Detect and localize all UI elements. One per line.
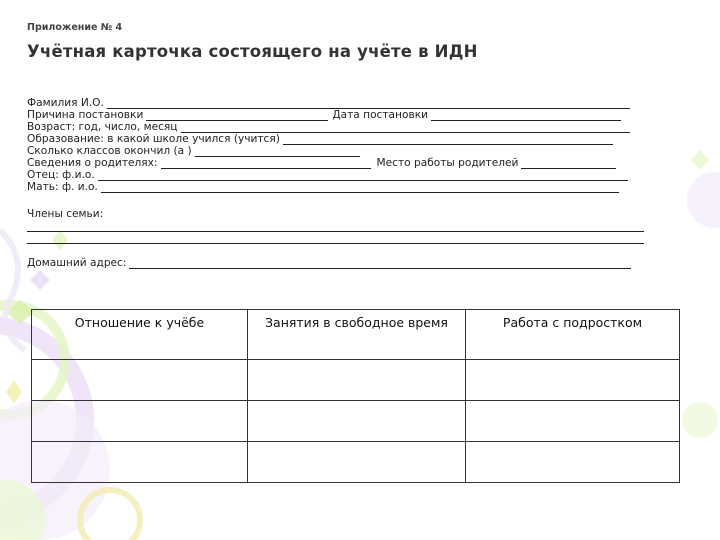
table-cell[interactable] [248, 442, 466, 483]
table-cell[interactable] [466, 442, 680, 483]
mother-label: Мать: ф. и.о. [27, 181, 98, 193]
table-row [32, 360, 680, 401]
surname-row [27, 97, 657, 109]
parents-field[interactable] [161, 159, 371, 169]
table-cell[interactable] [466, 401, 680, 442]
family-label: Члены семьи: [27, 208, 104, 220]
tracking-table [31, 309, 680, 483]
classes-row [27, 145, 657, 157]
table-cell[interactable] [466, 360, 680, 401]
document-title: Учётная карточка состоящего на учёте в ИДН [27, 42, 478, 61]
age-field[interactable] [181, 123, 630, 133]
classes-label: Сколько классов окончил (а ) [27, 145, 192, 157]
education-field[interactable] [283, 135, 613, 145]
table-cell[interactable] [32, 360, 248, 401]
family-row [27, 208, 657, 220]
column-header-free-time: Занятия в свободное время [248, 310, 466, 360]
address-label: Домашний адрес: [27, 257, 127, 269]
registration-form [27, 97, 657, 269]
reason-row [27, 109, 657, 121]
mother-field[interactable] [101, 183, 619, 193]
spacer [27, 193, 657, 205]
education-label: Образование: в какой школе учился (учится) [27, 133, 280, 145]
father-field[interactable] [98, 171, 628, 181]
table-cell[interactable] [248, 360, 466, 401]
parents-label: Сведения о родителях: [27, 157, 158, 169]
table-row [32, 442, 680, 483]
age-label: Возраст: год, число, месяц [27, 121, 178, 133]
table-cell[interactable] [32, 442, 248, 483]
reason-label: Причина постановки [27, 109, 144, 121]
column-header-work: Работа с подростком [466, 310, 680, 360]
reason-field[interactable] [146, 111, 328, 121]
column-header-study: Отношение к учёбе [32, 310, 248, 360]
father-label: Отец: ф.и.о. [27, 169, 95, 181]
education-row [27, 133, 657, 145]
parents-work-field[interactable] [521, 159, 616, 169]
table-cell[interactable] [32, 401, 248, 442]
table-header-row [32, 310, 680, 360]
date-field[interactable] [431, 111, 621, 121]
appendix-label: Приложение № 4 [27, 22, 123, 33]
surname-label: Фамилия И.О. [27, 97, 104, 109]
parents-work-label: Место работы родителей [376, 157, 519, 169]
parents-row [27, 157, 657, 169]
father-row [27, 169, 657, 181]
family-field-line-1[interactable] [27, 220, 644, 232]
table-row [32, 401, 680, 442]
table-cell[interactable] [248, 401, 466, 442]
address-row [27, 257, 657, 269]
mother-row [27, 181, 657, 193]
address-field[interactable] [129, 259, 631, 269]
family-field-line-2[interactable] [27, 232, 644, 244]
classes-field[interactable] [195, 147, 360, 157]
surname-field[interactable] [107, 99, 630, 109]
age-row [27, 121, 657, 133]
date-label: Дата постановки [332, 109, 428, 121]
